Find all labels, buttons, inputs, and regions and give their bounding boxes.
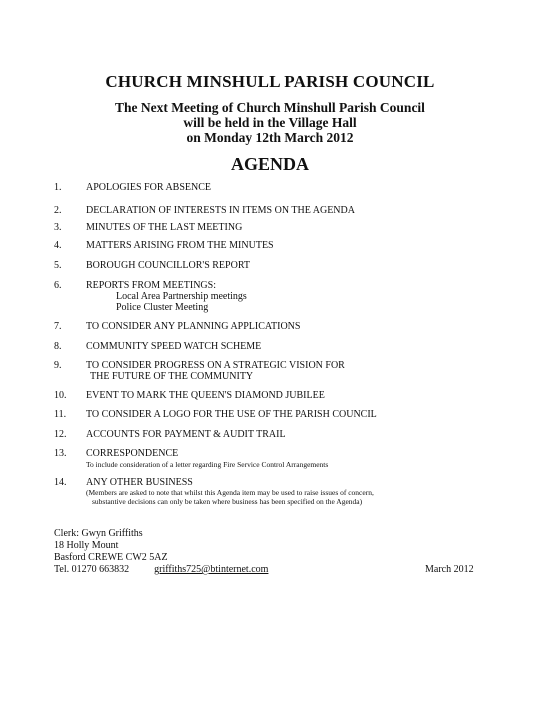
item-note-continued: substantive decisions can only be taken where business has been specified on the Agenda) — [92, 497, 363, 506]
item-note: (Members are asked to note that whilst this Agenda item may be used to raise issues of concern, — [86, 488, 374, 497]
item-number: 14. — [54, 477, 67, 488]
item-number: 12. — [54, 429, 67, 440]
meeting-notice-line: on Monday 12th March 2012 — [186, 130, 354, 145]
agenda-item — [54, 360, 484, 384]
agenda-item — [54, 448, 484, 470]
item-number: 10. — [54, 390, 67, 401]
item-text-continued: THE FUTURE OF THE COMMUNITY — [90, 371, 254, 382]
item-number: 6. — [54, 280, 62, 291]
item-number: 4. — [54, 240, 62, 251]
clerk-email-link[interactable]: griffiths725@btinternet.com — [154, 564, 269, 575]
item-text: ANY OTHER BUSINESS — [86, 477, 193, 488]
item-text: TO CONSIDER A LOGO FOR THE USE OF THE PARISH COUNCIL — [86, 409, 377, 420]
council-title: CHURCH MINSHULL PARISH COUNCIL — [105, 72, 435, 91]
item-number: 9. — [54, 360, 62, 371]
clerk-address-line: 18 Holly Mount — [54, 540, 119, 551]
item-text: EVENT TO MARK THE QUEEN'S DIAMOND JUBILEE — [86, 390, 325, 401]
item-text: ACCOUNTS FOR PAYMENT & AUDIT TRAIL — [86, 429, 286, 440]
meeting-notice-line: will be held in the Village Hall — [183, 115, 357, 130]
clerk-name: Clerk: Gwyn Griffiths — [54, 528, 143, 539]
agenda-item — [54, 477, 484, 507]
clerk-contact — [54, 564, 268, 576]
item-note: To include consideration of a letter regarding Fire Service Control Arrangements — [86, 460, 329, 469]
clerk-telephone: Tel. 01270 663832 — [54, 564, 130, 575]
document-date: March 2012 — [425, 564, 474, 575]
item-number: 8. — [54, 341, 62, 352]
meeting-notice-line: The Next Meeting of Church Minshull Parish Council — [115, 100, 425, 115]
meeting-notice — [0, 100, 540, 145]
agenda-heading: AGENDA — [230, 154, 309, 174]
item-text: TO CONSIDER PROGRESS ON A STRATEGIC VISION FOR — [86, 360, 345, 371]
item-number: 11. — [54, 409, 67, 420]
clerk-address-line: Basford CREWE CW2 5AZ — [54, 552, 168, 563]
item-text: COMMUNITY SPEED WATCH SCHEME — [86, 341, 262, 352]
item-number: 7. — [54, 321, 62, 332]
item-text: MINUTES OF THE LAST MEETING — [86, 222, 243, 233]
item-text: BOROUGH COUNCILLOR'S REPORT — [86, 260, 250, 271]
item-subitem: Local Area Partnership meetings — [116, 291, 247, 302]
agenda-item — [54, 280, 484, 320]
item-text: TO CONSIDER ANY PLANNING APPLICATIONS — [86, 321, 301, 332]
clerk-details — [54, 528, 268, 576]
item-number: 5. — [54, 260, 62, 271]
item-text: CORRESPONDENCE — [86, 448, 179, 459]
item-number: 1. — [54, 182, 62, 193]
item-text: MATTERS ARISING FROM THE MINUTES — [86, 240, 274, 251]
item-text: APOLOGIES FOR ABSENCE — [86, 182, 212, 193]
item-text: REPORTS FROM MEETINGS: — [86, 280, 216, 291]
item-number: 13. — [54, 448, 67, 459]
item-subitem: Police Cluster Meeting — [116, 302, 209, 313]
item-number: 3. — [54, 222, 62, 233]
item-number: 2. — [54, 205, 62, 216]
item-text: DECLARATION OF INTERESTS IN ITEMS ON THE AGENDA — [86, 205, 355, 216]
